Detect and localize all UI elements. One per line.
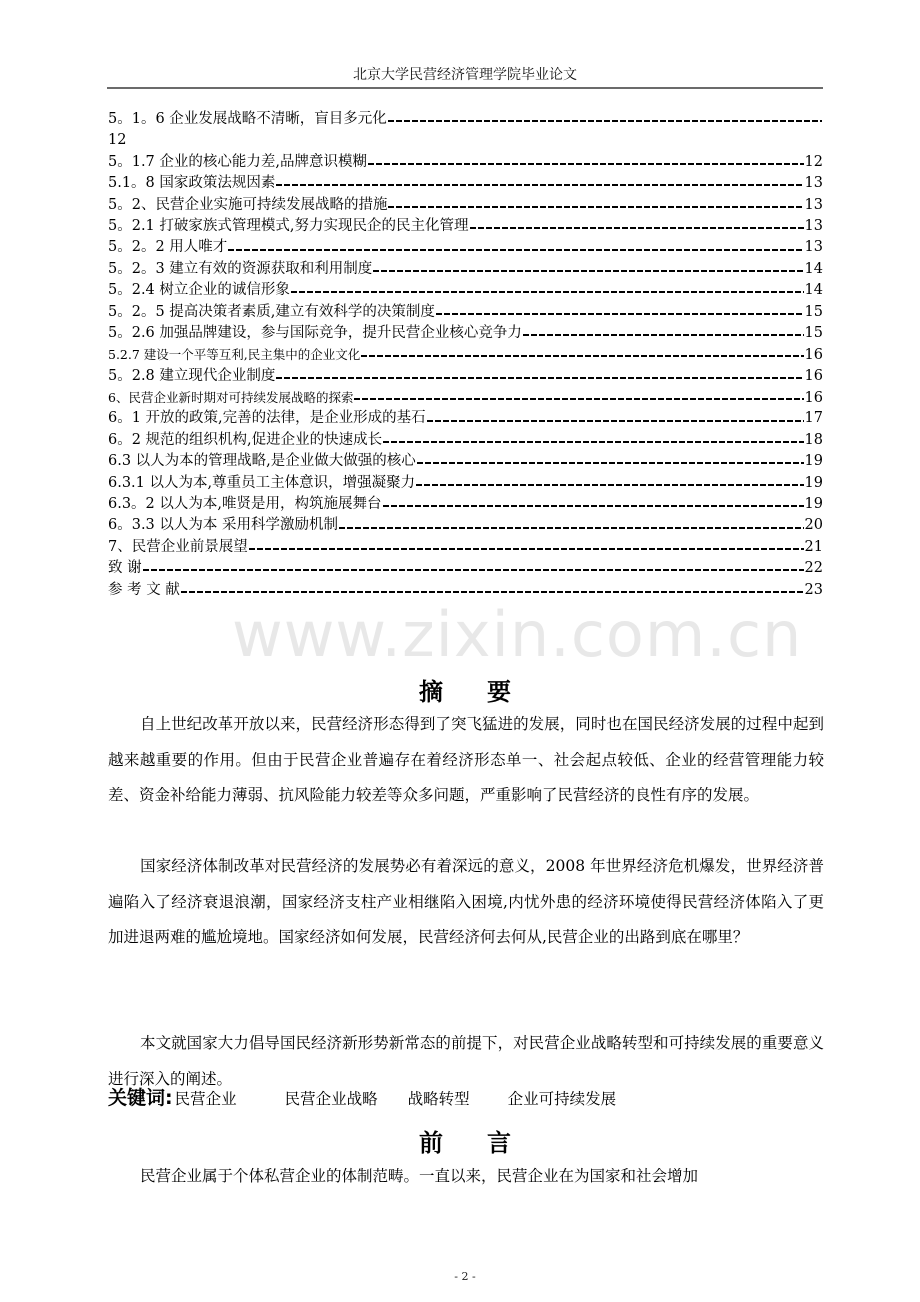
toc-entry-label: 参 考 文 献	[108, 581, 180, 598]
toc-entry[interactable]	[108, 494, 823, 515]
toc-entry[interactable]	[108, 259, 823, 280]
toc-entry-label: 5.1。8 国家政策法规因素	[108, 175, 276, 192]
toc-entry-label: 6.3。2 以人为本,唯贤是用，构筑施展舞台	[108, 496, 382, 513]
toc-entry-page: 23	[804, 581, 823, 598]
keywords-label: 关键词:	[108, 1087, 173, 1109]
toc-entry-page: 17	[804, 410, 823, 427]
page-number: - 2 -	[454, 1270, 476, 1283]
toc-entry-label: 5。1。6 企业发展战略不清晰，盲目多元化	[108, 111, 387, 127]
toc-entry-page: 21	[804, 538, 823, 555]
keywords-line	[108, 1085, 616, 1112]
toc-entry-label: 7、民营企业前景展望	[108, 538, 248, 555]
keyword: 战略转型	[407, 1090, 470, 1108]
toc-entry[interactable]	[108, 302, 823, 323]
toc-leader-dots	[276, 377, 803, 379]
toc-entry-page: 13	[804, 217, 823, 234]
toc-entry[interactable]	[108, 387, 823, 408]
toc-entry[interactable]	[108, 430, 823, 451]
abstract-heading: 摘要	[419, 677, 555, 706]
toc-entry[interactable]	[108, 451, 823, 472]
toc-entry-label: 5。2、民营企业实施可持续发展战略的措施	[108, 196, 388, 213]
toc-entry[interactable]	[108, 109, 823, 130]
toc-entry-label: 6。1 开放的政策,完善的法律，是企业形成的基石	[108, 410, 426, 427]
keyword: 企业可持续发展	[507, 1090, 617, 1108]
toc-leader-dots	[249, 548, 804, 550]
keyword: 民营企业	[174, 1090, 237, 1108]
toc-leader-dots	[388, 120, 822, 122]
toc-entry-label: 6、民营企业新时期对可持续发展战略的探索	[108, 390, 354, 406]
toc-leader-dots	[383, 441, 803, 443]
toc-entry-label: 5。2。3 建立有效的资源获取和利用制度	[108, 260, 373, 277]
toc-leader-dots	[181, 591, 804, 593]
toc-entry[interactable]	[108, 515, 823, 536]
toc-leader-dots	[436, 313, 804, 315]
toc-entry-label: 5。2。2 用人唯才	[108, 239, 228, 256]
toc-leader-dots	[416, 484, 803, 486]
toc-entry-page: 12	[804, 153, 823, 170]
toc-entry-page: 16	[804, 390, 823, 407]
toc-entry-label: 6.3 以人为本的管理战略,是企业做大做强的核心	[108, 453, 416, 470]
toc-entry[interactable]	[108, 366, 823, 387]
header-divider	[107, 87, 823, 89]
toc-leader-dots	[523, 334, 804, 336]
toc-entry-page: 19	[804, 474, 823, 491]
toc-entry[interactable]	[108, 173, 823, 194]
toc-entry-page: 12	[108, 132, 127, 149]
toc-entry[interactable]	[108, 152, 823, 173]
toc-entry-page: 16	[804, 347, 823, 364]
toc-entry[interactable]	[108, 580, 823, 601]
toc-entry[interactable]	[108, 344, 823, 365]
toc-entry-label: 6。2 规范的组织机构,促进企业的快速成长	[108, 431, 383, 448]
toc-entry-label: 6.3.1 以人为本,尊重员工主体意识，增强凝聚力	[108, 474, 416, 491]
toc-leader-dots	[354, 398, 803, 400]
toc-entry-label: 5。2.8 建立现代企业制度	[108, 367, 276, 384]
toc-leader-dots	[291, 291, 804, 293]
toc-leader-dots	[339, 527, 804, 529]
toc-entry[interactable]	[108, 408, 823, 429]
toc-entry-page: 19	[804, 496, 823, 513]
preface-paragraph: 民营企业属于个体私营企业的体制范畴。一直以来，民营企业在为国家和社会增加	[140, 1167, 699, 1185]
toc-entry-page: 15	[804, 324, 823, 341]
toc-entry-page: 13	[804, 175, 823, 192]
toc-entry-page: 14	[804, 282, 823, 299]
toc-entry-page: 15	[804, 303, 823, 320]
page-header: 北京大学民营经济管理学院毕业论文	[353, 67, 577, 83]
abstract-paragraph: 自上世纪改革开放以来，民营经济形态得到了突飞猛进的发展，同时也在国民经济发展的过程中起到越来越重要的作用。但由于民营企业普遍存在着经济形态单一、社会起点较低、企业的经营管理能力较差、资金补给能力薄弱、抗风险能力较差等众多问题，严重影响了民营经济的良性有序的发展。	[108, 715, 824, 804]
abstract-paragraph: 国家经济体制改革对民营经济的发展势必有着深远的意义，2008 年世界经济危机爆发，世界经济普遍陷入了经济衰退浪潮，国家经济支柱产业相继陷入困境,内忧外患的经济环境使得民营经济体陷入了更加进退两难的尴尬境地。国家经济如何发展，民营经济何去何从,民营企业的出路到底在哪里？	[108, 857, 824, 946]
toc-leader-dots	[361, 355, 803, 357]
toc-leader-dots	[427, 420, 804, 422]
abstract-paragraph: 本文就国家大力倡导国民经济新形势新常态的前提下，对民营企业战略转型和可持续发展的重要意义进行深入的阐述。	[108, 1034, 824, 1088]
toc-entry[interactable]	[108, 537, 823, 558]
toc-leader-dots	[470, 227, 804, 229]
toc-entry[interactable]	[108, 323, 823, 344]
toc-leader-dots	[383, 505, 804, 507]
preface-heading: 前言	[419, 1128, 555, 1157]
toc-entry-page: 16	[804, 367, 823, 384]
toc-entry-page: 20	[804, 517, 823, 534]
toc-leader-dots	[228, 249, 803, 251]
toc-entry[interactable]	[108, 280, 823, 301]
toc-leader-dots	[143, 569, 804, 571]
toc-entry-page: 13	[804, 239, 823, 256]
toc-entry-page: 13	[804, 196, 823, 213]
toc-entry[interactable]	[108, 558, 823, 579]
watermark: www.zixin.com.cn	[232, 598, 803, 671]
toc-entry[interactable]	[108, 195, 823, 216]
toc-entry-label: 5。2.4 树立企业的诚信形象	[108, 282, 290, 299]
toc-entry-page: 18	[804, 431, 823, 448]
toc-entry-label: 5.2.7 建设一个平等互利,民主集中的企业文化	[108, 347, 361, 363]
table-of-contents	[108, 109, 823, 601]
toc-entry-label: 5。1.7 企业的核心能力差,品牌意识模糊	[108, 153, 368, 170]
toc-leader-dots	[388, 206, 803, 208]
keyword: 民营企业战略	[284, 1090, 378, 1108]
toc-entry-label: 5。2.1 打破家族式管理模式,努力实现民企的民主化管理	[108, 217, 469, 234]
toc-leader-dots	[276, 184, 803, 186]
toc-entry-label: 5。2.6 加强品牌建设，参与国际竞争，提升民营企业核心竞争力	[108, 324, 522, 341]
toc-entry[interactable]	[108, 237, 823, 258]
toc-entry[interactable]	[108, 216, 823, 237]
toc-entry[interactable]	[108, 473, 823, 494]
toc-leader-dots	[373, 270, 803, 272]
toc-list	[108, 152, 823, 601]
toc-entry-label: 5。2。5 提高决策者素质,建立有效科学的决策制度	[108, 303, 435, 320]
toc-entry-label: 致 谢	[108, 560, 142, 577]
toc-entry-label: 6。3.3 以人为本 采用科学激励机制	[108, 517, 339, 534]
toc-entry-page: 22	[804, 560, 823, 577]
toc-entry-page: 19	[804, 453, 823, 470]
toc-entry-page: 14	[804, 260, 823, 277]
toc-leader-dots	[417, 462, 804, 464]
toc-leader-dots	[368, 163, 804, 165]
